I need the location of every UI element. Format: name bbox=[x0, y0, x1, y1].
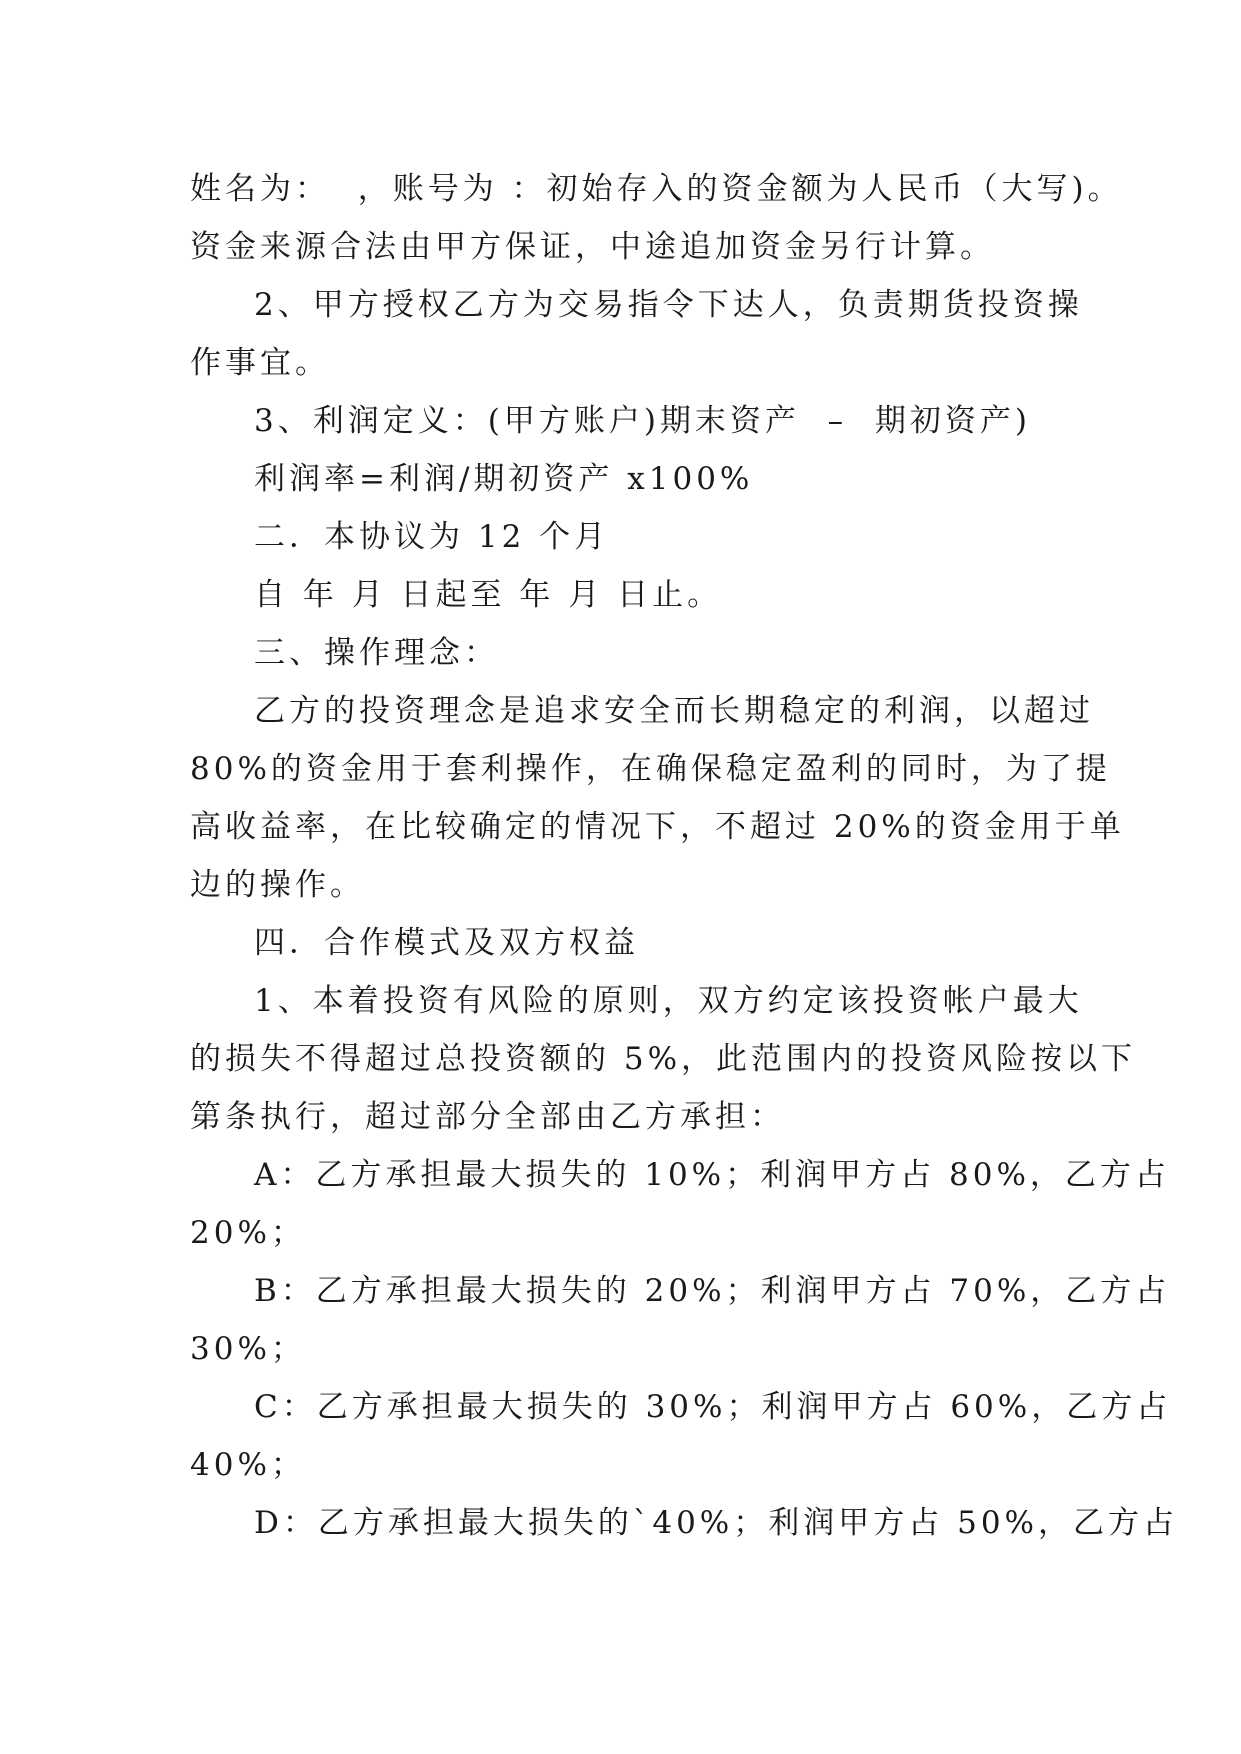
text-line: 自 年 月 日起至 年 月 日止。 bbox=[254, 577, 723, 613]
text-line: 姓名为： ，账号为 ：初始存入的资金额为人民币（大写)。 bbox=[190, 171, 1123, 207]
text-line: 第条执行，超过部分全部由乙方承担： bbox=[190, 1099, 785, 1135]
text-line: 边的操作。 bbox=[190, 867, 365, 903]
section-heading: 三、操作理念： bbox=[254, 635, 499, 671]
text-line: 20%； bbox=[190, 1215, 306, 1251]
text-line: C：乙方承担最大损失的 30%；利润甲方占 60%，乙方占 bbox=[254, 1389, 1172, 1425]
text-line: 高收益率，在比较确定的情况下，不超过 20%的资金用于单 bbox=[190, 809, 1125, 845]
text-line: 80%的资金用于套利操作，在确保稳定盈利的同时，为了提 bbox=[190, 751, 1111, 787]
text-line: 的损失不得超过总投资额的 5%，此范围内的投资风险按以下 bbox=[190, 1041, 1137, 1077]
text-line: 30%； bbox=[190, 1331, 306, 1367]
text-line: 3、利润定义：(甲方账户)期末资产 – 期初资产) bbox=[254, 403, 1031, 439]
text-line: 作事宜。 bbox=[190, 345, 330, 381]
section-heading: 四．合作模式及双方权益 bbox=[254, 925, 639, 961]
text-line: 40%； bbox=[190, 1447, 306, 1483]
text-line: D：乙方承担最大损失的`40%；利润甲方占 50%，乙方占 bbox=[254, 1505, 1179, 1541]
section-heading: 二．本协议为 12 个月 bbox=[254, 519, 610, 555]
text-line: 乙方的投资理念是追求安全而长期稳定的利润，以超过 bbox=[254, 693, 1094, 729]
text-line: A：乙方承担最大损失的 10%；利润甲方占 80%，乙方占 bbox=[254, 1157, 1170, 1193]
document-body bbox=[190, 160, 1179, 1552]
text-line: B：乙方承担最大损失的 20%；利润甲方占 70%，乙方占 bbox=[254, 1273, 1171, 1309]
text-line: 资金来源合法由甲方保证，中途追加资金另行计算。 bbox=[190, 229, 995, 265]
text-line: 1、本着投资有风险的原则，双方约定该投资帐户最大 bbox=[254, 983, 1083, 1019]
text-line: 利润率=利润/期初资产 x100% bbox=[254, 461, 754, 497]
text-line: 2、甲方授权乙方为交易指令下达人，负责期货投资操 bbox=[254, 287, 1083, 323]
